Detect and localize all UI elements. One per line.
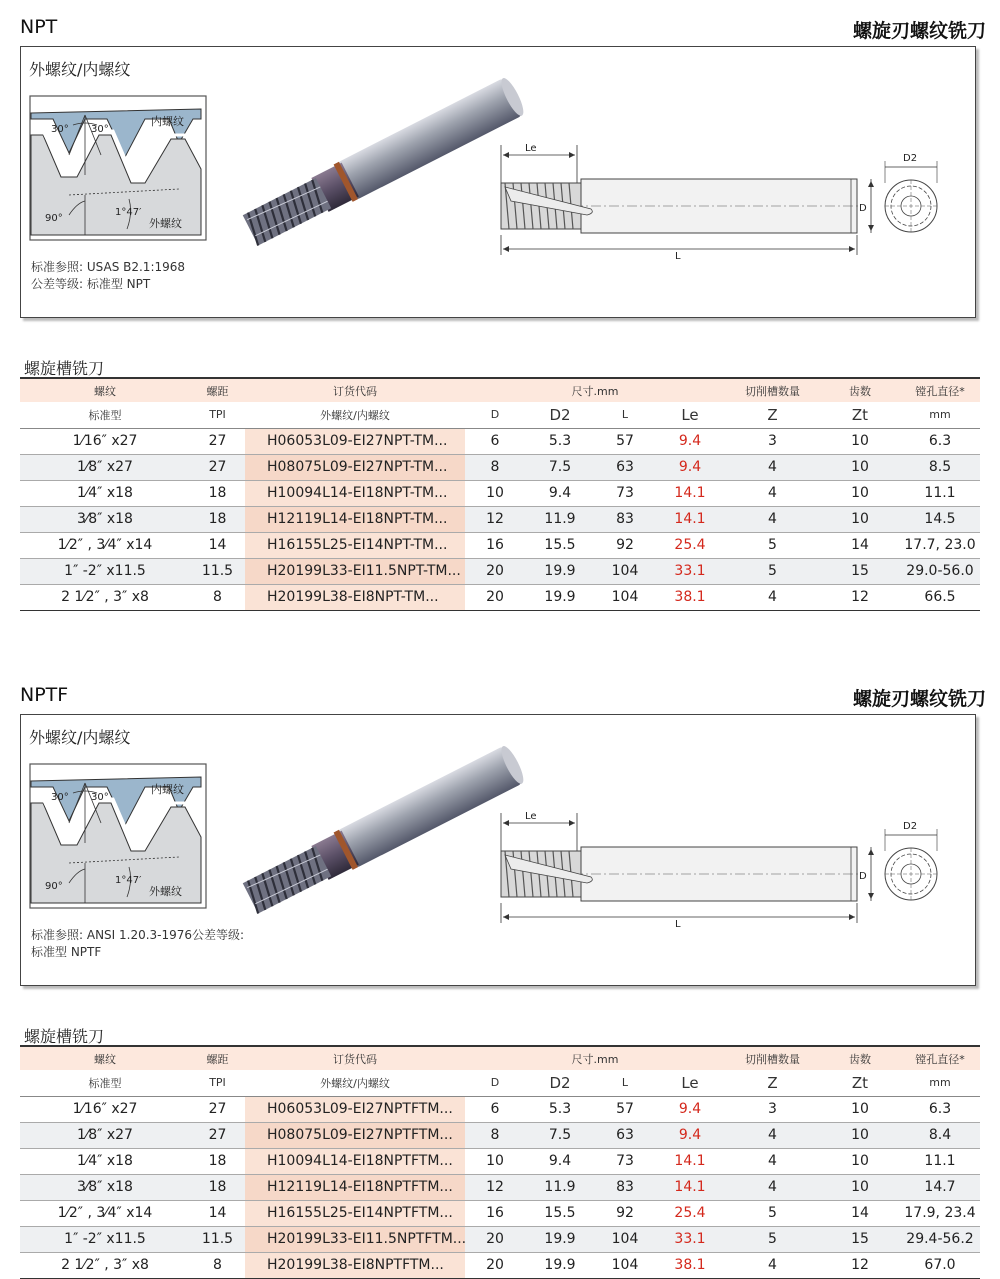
bore-cell: 29.0-56.0 (900, 558, 980, 584)
z-cell: 4 (725, 1122, 820, 1148)
col-size-header: 尺寸.mm (465, 1046, 725, 1070)
z-cell: 4 (725, 480, 820, 506)
bore-cell: 11.1 (900, 1148, 980, 1174)
bore-cell: 14.7 (900, 1174, 980, 1200)
bore-cell: 8.5 (900, 454, 980, 480)
panel-label: 外螺纹/内螺纹 (29, 60, 131, 79)
table-row (20, 1122, 980, 1148)
dim-le-label: Le (525, 811, 537, 822)
sub-zt: Zt (820, 402, 900, 428)
thread-cell: 1⁄8″ x27 (20, 454, 190, 480)
dim-d-label: D (859, 871, 867, 882)
sub-d: D (465, 402, 525, 428)
sub-ext-int: 外螺纹/内螺纹 (245, 402, 465, 428)
zt-cell: 10 (820, 1148, 900, 1174)
dim-d2-label: D2 (903, 821, 918, 832)
sub-d2: D2 (525, 1070, 595, 1096)
table-title: 螺旋槽铣刀 (24, 1027, 105, 1046)
d2-cell: 11.9 (525, 506, 595, 532)
sub-ext-int: 外螺纹/内螺纹 (245, 1070, 465, 1096)
order-code-cell: H12119L14-EI18NPT-TM... (245, 506, 465, 532)
order-code-cell: H20199L38-EI8NPTFTM... (245, 1252, 465, 1278)
table-row (20, 480, 980, 506)
z-cell: 3 (725, 1096, 820, 1122)
bore-cell: 67.0 (900, 1252, 980, 1278)
d-cell: 16 (465, 532, 525, 558)
l-cell: 73 (595, 480, 655, 506)
z-cell: 4 (725, 1174, 820, 1200)
d-cell: 16 (465, 1200, 525, 1226)
table-title: 螺旋槽铣刀 (24, 359, 105, 378)
section-nptf (0, 668, 1000, 1273)
pitch-cell: 27 (190, 1122, 245, 1148)
pitch-cell: 14 (190, 1200, 245, 1226)
table-row (20, 428, 980, 454)
z-cell: 4 (725, 1148, 820, 1174)
section-name: NPT (20, 16, 58, 38)
order-code-cell: H12119L14-EI18NPTFTM... (245, 1174, 465, 1200)
le-cell: 14.1 (655, 506, 725, 532)
zt-cell: 10 (820, 1122, 900, 1148)
col-pitch-header: 螺距 (190, 378, 245, 402)
order-code-cell: H06053L09-EI27NPTFTM... (245, 1096, 465, 1122)
pitch-cell: 18 (190, 480, 245, 506)
le-cell: 14.1 (655, 1174, 725, 1200)
thread-cell: 3⁄8″ x18 (20, 506, 190, 532)
standard-line-1: 标准参照: USAS B2.1:1968 (31, 260, 186, 274)
z-cell: 5 (725, 532, 820, 558)
section-header (20, 684, 986, 714)
thread-cell: 2 1⁄2″ , 3″ x8 (20, 584, 190, 610)
standard-line-2: 公差等级: 标准型 NPT (31, 277, 151, 291)
d-cell: 12 (465, 506, 525, 532)
col-flutes-header: 切削槽数量 (725, 1046, 820, 1070)
sub-l: L (595, 1070, 655, 1096)
zt-cell: 15 (820, 558, 900, 584)
le-cell: 38.1 (655, 1252, 725, 1278)
info-panel (20, 46, 976, 318)
l-cell: 73 (595, 1148, 655, 1174)
header-row-1 (20, 1046, 980, 1070)
col-thread-header: 螺纹 (20, 378, 190, 402)
thread-cell: 1″ -2″ x11.5 (20, 558, 190, 584)
section-title: 螺旋刃螺纹铣刀 (852, 20, 986, 42)
col-size-header: 尺寸.mm (465, 378, 725, 402)
section-header (20, 16, 986, 46)
sub-d: D (465, 1070, 525, 1096)
z-cell: 5 (725, 1226, 820, 1252)
d2-cell: 15.5 (525, 1200, 595, 1226)
l-cell: 92 (595, 532, 655, 558)
l-cell: 104 (595, 558, 655, 584)
thread-profile-diagram (29, 95, 207, 241)
order-code-cell: H20199L33-EI11.5NPT-TM... (245, 558, 465, 584)
bore-cell: 8.4 (900, 1122, 980, 1148)
zt-cell: 10 (820, 428, 900, 454)
z-cell: 4 (725, 506, 820, 532)
l-cell: 92 (595, 1200, 655, 1226)
pitch-cell: 18 (190, 1174, 245, 1200)
order-code-cell: H16155L25-EI14NPTFTM... (245, 1200, 465, 1226)
l-cell: 83 (595, 1174, 655, 1200)
l-cell: 83 (595, 506, 655, 532)
d-cell: 20 (465, 584, 525, 610)
d2-cell: 7.5 (525, 454, 595, 480)
sub-tpi: TPI (190, 1070, 245, 1096)
table-row (20, 1174, 980, 1200)
col-pitch-header: 螺距 (190, 1046, 245, 1070)
pitch-cell: 8 (190, 1252, 245, 1278)
l-cell: 104 (595, 1252, 655, 1278)
standard-text (31, 259, 185, 293)
d2-cell: 19.9 (525, 1252, 595, 1278)
d2-cell: 19.9 (525, 558, 595, 584)
table-row (20, 1148, 980, 1174)
order-code-cell: H10094L14-EI18NPTFTM... (245, 1148, 465, 1174)
dim-l-label: L (675, 919, 681, 930)
zt-cell: 14 (820, 1200, 900, 1226)
d-cell: 10 (465, 480, 525, 506)
d-cell: 6 (465, 1096, 525, 1122)
order-code-cell: H08075L09-EI27NPTFTM... (245, 1122, 465, 1148)
col-order-code-header: 订货代码 (245, 378, 465, 402)
angle-right-label: 30° (91, 792, 109, 803)
d2-cell: 19.9 (525, 584, 595, 610)
d2-cell: 9.4 (525, 1148, 595, 1174)
le-cell: 9.4 (655, 1122, 725, 1148)
table-row (20, 558, 980, 584)
zt-cell: 10 (820, 506, 900, 532)
col-bore-header: 镗孔直径* (900, 1046, 980, 1070)
dim-le-label: Le (525, 143, 537, 154)
l-cell: 104 (595, 1226, 655, 1252)
thread-cell: 1⁄4″ x18 (20, 1148, 190, 1174)
bore-cell: 14.5 (900, 506, 980, 532)
standard-line-2: 标准型 NPTF (31, 945, 102, 959)
table-row (20, 1252, 980, 1278)
l-cell: 57 (595, 428, 655, 454)
header-row-1 (20, 378, 980, 402)
le-cell: 33.1 (655, 558, 725, 584)
sub-mm: mm (900, 1070, 980, 1096)
table-body (20, 428, 980, 610)
dim-l-label: L (675, 251, 681, 262)
dimension-drawing (491, 811, 971, 931)
d2-cell: 19.9 (525, 1226, 595, 1252)
sub-standard: 标准型 (20, 402, 190, 428)
sub-l: L (595, 402, 655, 428)
order-code-cell: H20199L33-EI11.5NPTFTM... (245, 1226, 465, 1252)
section-npt (0, 0, 1000, 620)
pitch-cell: 11.5 (190, 558, 245, 584)
angle-90-label: 90° (45, 881, 63, 892)
d2-cell: 15.5 (525, 532, 595, 558)
col-teeth-header: 齿数 (820, 378, 900, 402)
order-code-cell: H06053L09-EI27NPT-TM... (245, 428, 465, 454)
table-row (20, 1226, 980, 1252)
angle-left-label: 30° (51, 792, 69, 803)
internal-thread-label: 内螺纹 (151, 115, 184, 128)
dim-d-label: D (859, 203, 867, 214)
thread-cell: 1⁄2″ , 3⁄4″ x14 (20, 532, 190, 558)
thread-profile-diagram (29, 763, 207, 909)
taper-angle-label: 1°47′ (115, 207, 142, 218)
zt-cell: 10 (820, 480, 900, 506)
bore-cell: 29.4-56.2 (900, 1226, 980, 1252)
d2-cell: 5.3 (525, 1096, 595, 1122)
thread-cell: 1⁄8″ x27 (20, 1122, 190, 1148)
col-bore-header: 镗孔直径* (900, 378, 980, 402)
le-cell: 14.1 (655, 480, 725, 506)
z-cell: 3 (725, 428, 820, 454)
thread-cell: 1⁄16″ x27 (20, 428, 190, 454)
table-row (20, 506, 980, 532)
order-code-cell: H16155L25-EI14NPT-TM... (245, 532, 465, 558)
d2-cell: 5.3 (525, 428, 595, 454)
le-cell: 25.4 (655, 532, 725, 558)
z-cell: 4 (725, 454, 820, 480)
le-cell: 14.1 (655, 1148, 725, 1174)
d-cell: 20 (465, 1226, 525, 1252)
external-thread-label: 外螺纹 (149, 885, 182, 898)
col-thread-header: 螺纹 (20, 1046, 190, 1070)
col-teeth-header: 齿数 (820, 1046, 900, 1070)
d-cell: 10 (465, 1148, 525, 1174)
zt-cell: 10 (820, 1174, 900, 1200)
le-cell: 9.4 (655, 1096, 725, 1122)
l-cell: 63 (595, 454, 655, 480)
le-cell: 33.1 (655, 1226, 725, 1252)
zt-cell: 12 (820, 1252, 900, 1278)
pitch-cell: 27 (190, 1096, 245, 1122)
bore-cell: 6.3 (900, 1096, 980, 1122)
le-cell: 9.4 (655, 428, 725, 454)
pitch-cell: 14 (190, 532, 245, 558)
table-row (20, 532, 980, 558)
bore-cell: 17.7, 23.0 (900, 532, 980, 558)
zt-cell: 12 (820, 584, 900, 610)
table-body (20, 1096, 980, 1278)
sub-tpi: TPI (190, 402, 245, 428)
sub-d2: D2 (525, 402, 595, 428)
le-cell: 25.4 (655, 1200, 725, 1226)
section-title: 螺旋刃螺纹铣刀 (852, 688, 986, 710)
sub-mm: mm (900, 402, 980, 428)
section-name: NPTF (20, 684, 69, 706)
spec-table (20, 377, 980, 611)
sub-le: Le (655, 1070, 725, 1096)
panel-label: 外螺纹/内螺纹 (29, 728, 131, 747)
table-row (20, 1096, 980, 1122)
d-cell: 12 (465, 1174, 525, 1200)
l-cell: 104 (595, 584, 655, 610)
sub-z: Z (725, 1070, 820, 1096)
thread-cell: 1⁄16″ x27 (20, 1096, 190, 1122)
spec-table (20, 1045, 980, 1279)
l-cell: 57 (595, 1096, 655, 1122)
thread-cell: 1″ -2″ x11.5 (20, 1226, 190, 1252)
standard-text (31, 927, 244, 961)
sub-zt: Zt (820, 1070, 900, 1096)
internal-thread-label: 内螺纹 (151, 783, 184, 796)
d2-cell: 7.5 (525, 1122, 595, 1148)
d-cell: 20 (465, 558, 525, 584)
bore-cell: 66.5 (900, 584, 980, 610)
sub-z: Z (725, 402, 820, 428)
bore-cell: 11.1 (900, 480, 980, 506)
taper-angle-label: 1°47′ (115, 875, 142, 886)
header-row-2 (20, 1070, 980, 1096)
order-code-cell: H10094L14-EI18NPT-TM... (245, 480, 465, 506)
d2-cell: 9.4 (525, 480, 595, 506)
zt-cell: 10 (820, 454, 900, 480)
angle-right-label: 30° (91, 124, 109, 135)
le-cell: 38.1 (655, 584, 725, 610)
pitch-cell: 18 (190, 506, 245, 532)
header-row-2 (20, 402, 980, 428)
zt-cell: 10 (820, 1096, 900, 1122)
sub-le: Le (655, 402, 725, 428)
pitch-cell: 8 (190, 584, 245, 610)
pitch-cell: 27 (190, 454, 245, 480)
standard-line-1: 标准参照: ANSI 1.20.3-1976公差等级: (31, 928, 245, 942)
thread-cell: 2 1⁄2″ , 3″ x8 (20, 1252, 190, 1278)
thread-cell: 1⁄4″ x18 (20, 480, 190, 506)
zt-cell: 15 (820, 1226, 900, 1252)
pitch-cell: 18 (190, 1148, 245, 1174)
sub-standard: 标准型 (20, 1070, 190, 1096)
z-cell: 4 (725, 1252, 820, 1278)
order-code-cell: H08075L09-EI27NPT-TM... (245, 454, 465, 480)
pitch-cell: 11.5 (190, 1226, 245, 1252)
thread-cell: 3⁄8″ x18 (20, 1174, 190, 1200)
bore-cell: 6.3 (900, 428, 980, 454)
col-flutes-header: 切削槽数量 (725, 378, 820, 402)
le-cell: 9.4 (655, 454, 725, 480)
z-cell: 5 (725, 1200, 820, 1226)
info-panel (20, 714, 976, 986)
z-cell: 5 (725, 558, 820, 584)
d2-cell: 11.9 (525, 1174, 595, 1200)
bore-cell: 17.9, 23.4 (900, 1200, 980, 1226)
col-order-code-header: 订货代码 (245, 1046, 465, 1070)
dimension-drawing (491, 143, 971, 263)
dim-d2-label: D2 (903, 153, 918, 164)
order-code-cell: H20199L38-EI8NPT-TM... (245, 584, 465, 610)
d-cell: 6 (465, 428, 525, 454)
d-cell: 20 (465, 1252, 525, 1278)
d-cell: 8 (465, 454, 525, 480)
external-thread-label: 外螺纹 (149, 217, 182, 230)
table-row (20, 584, 980, 610)
d-cell: 8 (465, 1122, 525, 1148)
table-row (20, 1200, 980, 1226)
pitch-cell: 27 (190, 428, 245, 454)
z-cell: 4 (725, 584, 820, 610)
zt-cell: 14 (820, 532, 900, 558)
l-cell: 63 (595, 1122, 655, 1148)
angle-left-label: 30° (51, 124, 69, 135)
table-row (20, 454, 980, 480)
angle-90-label: 90° (45, 213, 63, 224)
thread-cell: 1⁄2″ , 3⁄4″ x14 (20, 1200, 190, 1226)
